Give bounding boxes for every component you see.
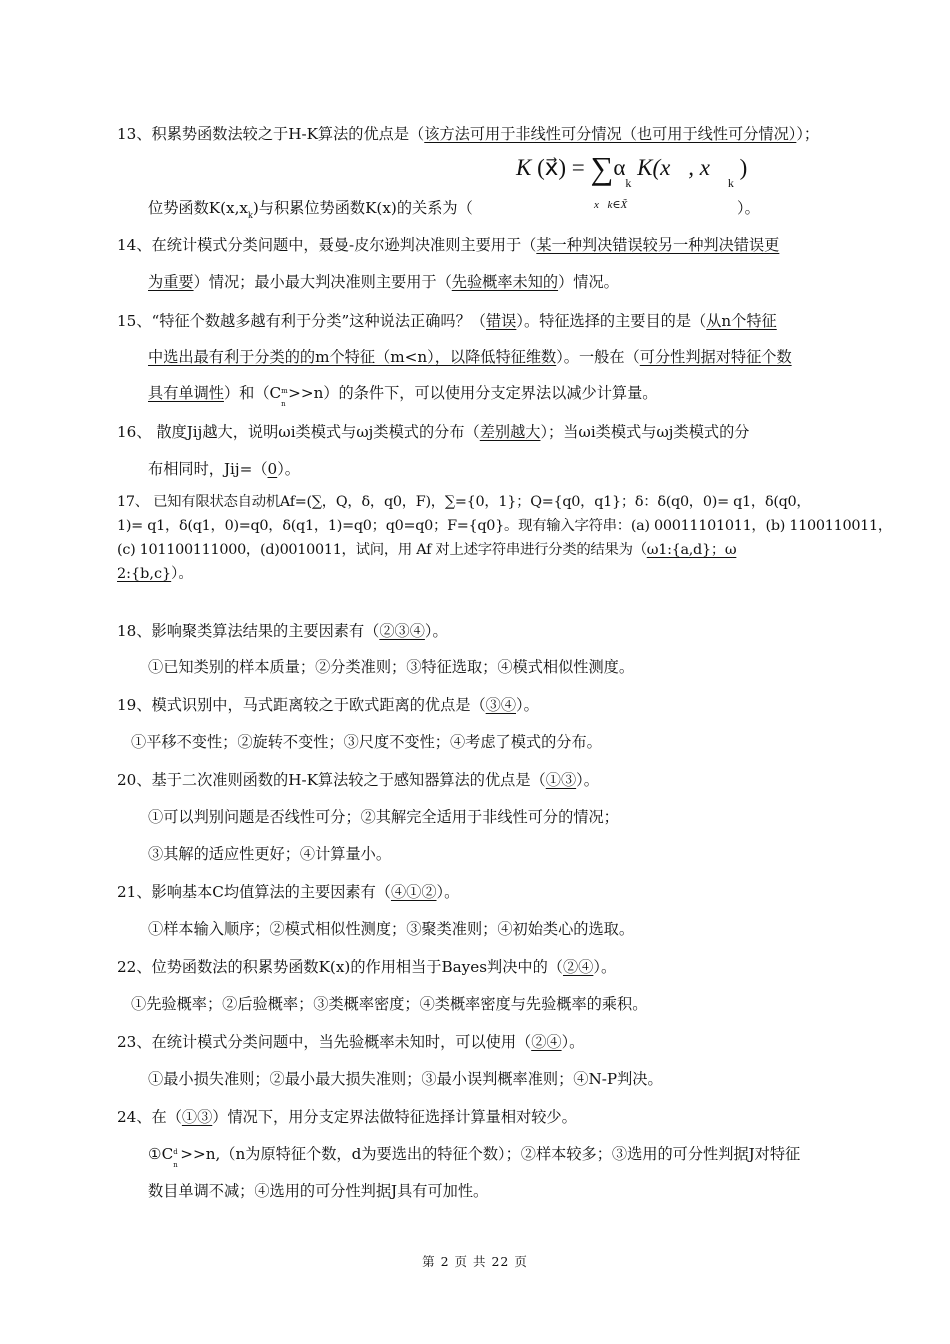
q17-line2: 1)= q1，δ(q1，0)=q0，δ(q1，1)=q0；q0=q0；F={q0}。现有输入字符串：(a) 00011101011，(b) 1100110011， [117, 518, 892, 534]
q16-answer-2: 0 [267, 460, 278, 478]
q18-answer: ②③④ [379, 622, 425, 640]
formula-close: ) [739, 155, 748, 180]
q15-answer-1: 错误 [485, 312, 517, 330]
q19-text: 19、模式识别中，马式距离较之于欧式距离的优点是（ [117, 696, 486, 714]
q24-answer: ①③ [181, 1108, 213, 1126]
q13-formula [516, 150, 747, 191]
q14-mid: ）情况；最小最大判决准则主要用于（ [193, 273, 452, 291]
q15-answer-2: 从n个特征 [706, 312, 777, 330]
q20-options-1: ①可以判别问题是否线性可分；②其解完全适用于非线性可分的情况； [148, 808, 619, 826]
q23-question [117, 1032, 584, 1052]
q20-question [117, 770, 599, 790]
formula-sub-k1: k [625, 176, 632, 190]
q15-end: >>n）的条件下，可以使用分支定界法以减少计算量。 [288, 384, 658, 402]
q14-answer-1-cont: 为重要 [148, 273, 194, 291]
q24-question [117, 1107, 577, 1127]
q15-line3 [148, 383, 658, 408]
q17-question: (c) 101100111000，(d)0010011，试问，用 Af 对上述字符串进行分类的结果为（ [117, 542, 647, 558]
q17-end: ）。 [171, 566, 193, 582]
q15-question: 15、“特征个数越多越有利于分类”这种说法正确吗？（ [117, 312, 486, 330]
q14-line1 [117, 235, 779, 255]
q13-line1 [117, 124, 819, 144]
q17-line3 [117, 540, 736, 560]
q20-answer: ①③ [545, 771, 577, 789]
q20-text: 20、基于二次准则函数的H-K算法较之于感知器算法的优点是（ [117, 771, 546, 789]
q23-text: 23、在统计模式分类问题中，当先验概率未知时，可以使用（ [117, 1033, 532, 1051]
q17-answer: ω1:{a,d}；ω [646, 542, 737, 558]
formula-kernel: K(x⃗, x⃗ [637, 155, 728, 180]
q15-mid: ）。特征选择的主要目的是（ [516, 312, 707, 330]
q15-answer-2-cont: 中选出最有利于分类的的m个特征（m<n），以降低特征维数 [148, 348, 557, 366]
q22-options: ①先验概率；②后验概率；③类概率密度；④类概率密度与先验概率的乘积。 [131, 995, 648, 1013]
q18-options: ①已知类别的样本质量；②分类准则；③特征选取；④模式相似性测度。 [148, 658, 634, 676]
q24-opt1-b: >>n,（n为原特征个数，d为要选出的特征个数）；②样本较多；③选用的可分性判据J对特征 [180, 1145, 801, 1163]
formula-sum-range: x⃗k∈X̃ [594, 199, 628, 211]
q14-end: ）情况。 [558, 273, 619, 291]
formula-arg: (x⃗) = [537, 155, 585, 180]
q22-text: 22、位势函数法的积累势函数K(x)的作用相当于Bayes判决中的（ [117, 958, 563, 976]
formula-sum: ∑ [590, 150, 614, 186]
q24-text: 24、在（ [117, 1108, 182, 1126]
q16-mid: ）；当ωi类模式与ωj类模式的分 [540, 423, 750, 441]
q19-question [117, 695, 539, 715]
q15-line2 [148, 347, 792, 367]
q15-cond: ）和（C [223, 384, 282, 402]
q24-opt1-sup: d [173, 1148, 178, 1156]
q21-options: ①样本输入顺序；②模式相似性测度；③聚类准则；④初始类心的选取。 [148, 920, 634, 938]
q15-mid2: ）。一般在（ [556, 348, 640, 366]
q17-line1: 17、 已知有限状态自动机Af=(∑，Q，δ，q0，F)，∑={0，1}；Q={q0，q1}；δ：δ(q0，0)= q1，δ(q0， [117, 494, 811, 510]
q13-relation-sub: k [247, 211, 253, 220]
q20-end: ）。 [576, 771, 599, 789]
q16-line2-text: 布相同时，Jij=（ [148, 460, 268, 478]
page-footer: 第 2 页 共 22 页 [422, 1254, 528, 1269]
q15-answer-3-cont: 具有单调性 [148, 384, 224, 402]
q20-options-2: ③其解的适应性更好；④计算量小。 [148, 845, 391, 863]
formula-lhs: K [516, 155, 532, 180]
q22-question [117, 957, 616, 977]
q18-text: 18、影响聚类算法结果的主要因素有（ [117, 622, 380, 640]
q22-answer: ②④ [562, 958, 594, 976]
q17-line4 [117, 564, 193, 584]
q24-opt1-a: ①C [148, 1145, 174, 1163]
q22-end: ）。 [593, 958, 617, 976]
q23-options: ①最小损失准则；②最小最大损失准则；③最小误判概率准则；④N-P判决。 [148, 1070, 663, 1088]
q23-answer: ②④ [531, 1033, 562, 1051]
q14-answer-2: 先验概率未知的 [451, 273, 559, 291]
q24-options-2: 数目单调不减；④选用的可分性判据J具有可加性。 [148, 1182, 489, 1200]
formula-alpha: α [613, 155, 626, 180]
q15-line1 [117, 311, 777, 331]
q21-answer: ④①② [390, 883, 437, 901]
q13-close: ）； [796, 125, 820, 143]
q19-options: ①平移不变性；②旋转不变性；③尺度不变性；④考虑了模式的分布。 [131, 733, 602, 751]
q19-answer: ③④ [485, 696, 517, 714]
q24-opt1-sub: n [173, 1161, 178, 1169]
q13-question: 13、积累势函数法较之于H-K算法的优点是（ [117, 125, 425, 143]
q19-end: ）。 [516, 696, 539, 714]
q13-line2 [148, 198, 473, 226]
q14-answer-1: 某一种判决错误较另一种判决错误更 [536, 236, 780, 254]
q15-answer-3: 可分性判据对特征个数 [639, 348, 792, 366]
q21-text: 21、影响基本C均值算法的主要因素有（ [117, 883, 391, 901]
q14-line2 [148, 272, 619, 292]
q14-question: 14、在统计模式分类问题中，聂曼-皮尔逊判决准则主要用于（ [117, 236, 537, 254]
q15-cond-sub: n [281, 400, 286, 408]
q18-end: ）。 [424, 622, 448, 640]
q16-end: ）。 [277, 460, 300, 478]
q13-relation-a: 位势函数K(x,x [148, 199, 248, 217]
q13-line2-end: ）。 [737, 199, 760, 217]
q16-line2 [148, 459, 300, 479]
q13-answer: 该方法可用于非线性可分情况（也可用于线性可分情况） [424, 125, 797, 143]
q18-question [117, 621, 448, 641]
q21-end: ）。 [436, 883, 460, 901]
formula-sub-k2: k [727, 176, 734, 190]
q15-cond-sup: m [281, 387, 288, 395]
q16-answer-1: 差别越大 [479, 423, 541, 441]
q16-line1 [117, 422, 749, 442]
q23-end: ）。 [561, 1033, 585, 1051]
q24-end: ）情况下，用分支定界法做特征选择计算量相对较少。 [212, 1108, 577, 1126]
q21-question [117, 882, 459, 902]
q24-options-1 [148, 1144, 801, 1169]
q16-question: 16、 散度Jij越大，说明ωi类模式与ωj类模式的分布（ [117, 423, 480, 441]
q13-relation-b: )与积累位势函数K(x)的关系为（ [252, 199, 473, 217]
q17-answer-cont: 2:{b,c} [117, 566, 172, 582]
